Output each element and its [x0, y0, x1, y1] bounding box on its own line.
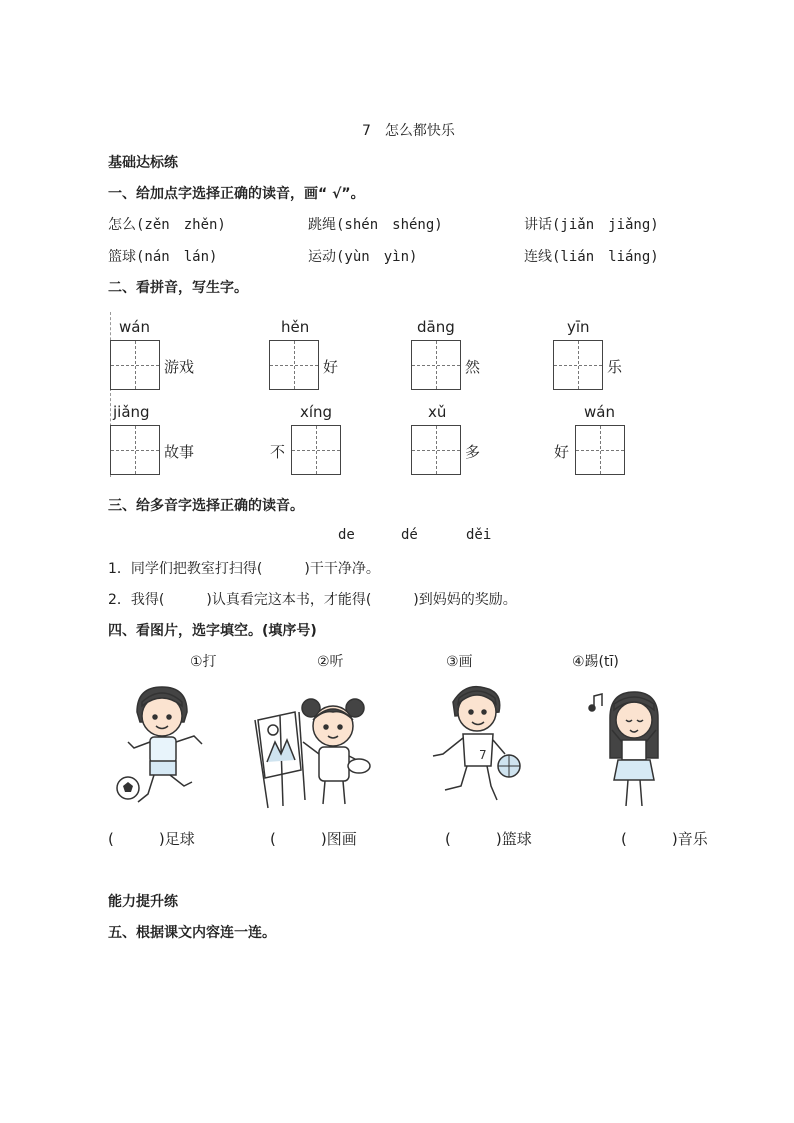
pinyin-label: hěn — [281, 318, 310, 336]
word-label: 故事 — [164, 443, 195, 461]
word-label: 多 — [465, 443, 481, 461]
writing-grid[interactable] — [269, 340, 319, 390]
q2-heading: 二、看拼音，写生字。 — [108, 280, 248, 296]
writing-grid[interactable] — [110, 340, 160, 390]
word-label: 不 — [270, 443, 286, 461]
option-label: ②听 — [317, 654, 344, 670]
q1-item: 怎么(zěn zhěn) — [108, 217, 226, 233]
girl-painting-illustration — [243, 690, 383, 812]
boy-playing-basketball-illustration — [425, 682, 525, 812]
pinyin-label: dāng — [417, 318, 455, 336]
writing-grid[interactable] — [411, 340, 461, 390]
q1-heading: 一、给加点字选择正确的读音，画“ √”。 — [108, 186, 365, 202]
boy-kicking-football-illustration — [112, 682, 217, 812]
pinyin-label: jiǎng — [113, 403, 150, 421]
q1-item: 运动(yùn yìn) — [308, 249, 418, 265]
option-label: ①打 — [190, 654, 217, 670]
q3-heading: 三、给多音字选择正确的读音。 — [108, 498, 304, 514]
answer-blank[interactable]: ( )足球 — [108, 830, 195, 848]
q3-sentence: 1．同学们把教室打扫得( )干干净净。 — [108, 561, 380, 577]
writing-grid[interactable] — [553, 340, 603, 390]
q1-item: 讲话(jiǎn jiǎng) — [524, 217, 659, 233]
pinyin-label: xíng — [300, 403, 333, 421]
word-label: 好 — [323, 358, 339, 376]
writing-grid[interactable] — [110, 425, 160, 475]
writing-grid[interactable] — [575, 425, 625, 475]
q5-heading: 五、根据课文内容连一连。 — [108, 925, 276, 941]
option-dei: děi — [466, 527, 492, 543]
page-title: 7 怎么都快乐 — [362, 123, 455, 139]
option-de: de — [338, 527, 355, 543]
word-label: 然 — [465, 358, 481, 376]
writing-grid[interactable] — [291, 425, 341, 475]
option-label: ④踢(tī) — [572, 654, 619, 670]
girl-listening-music-illustration — [588, 688, 668, 812]
pinyin-label: yīn — [567, 318, 590, 336]
q3-sentence: 2．我得( )认真看完这本书，才能得( )到妈妈的奖励。 — [108, 592, 517, 608]
q4-heading: 四、看图片，选字填空。(填序号) — [108, 623, 317, 639]
q1-item: 跳绳(shén shéng) — [308, 217, 443, 233]
answer-blank[interactable]: ( )篮球 — [445, 830, 532, 848]
pinyin-label: xǔ — [428, 403, 447, 421]
word-label: 好 — [554, 443, 570, 461]
writing-grid[interactable] — [411, 425, 461, 475]
answer-blank[interactable]: ( )图画 — [270, 830, 357, 848]
pinyin-label: wán — [584, 403, 615, 421]
pinyin-label: wán — [119, 318, 150, 336]
q1-item: 篮球(nán lán) — [108, 249, 218, 265]
q1-item: 连线(lián liáng) — [524, 249, 659, 265]
svg-text:7: 7 — [479, 748, 487, 762]
word-label: 乐 — [607, 358, 623, 376]
option-label: ③画 — [446, 654, 473, 670]
option-de2: dé — [401, 527, 418, 543]
answer-blank[interactable]: ( )音乐 — [621, 830, 708, 848]
word-label: 游戏 — [164, 358, 195, 376]
section-basic-heading: 基础达标练 — [108, 155, 178, 171]
section-advanced-heading: 能力提升练 — [108, 894, 178, 910]
